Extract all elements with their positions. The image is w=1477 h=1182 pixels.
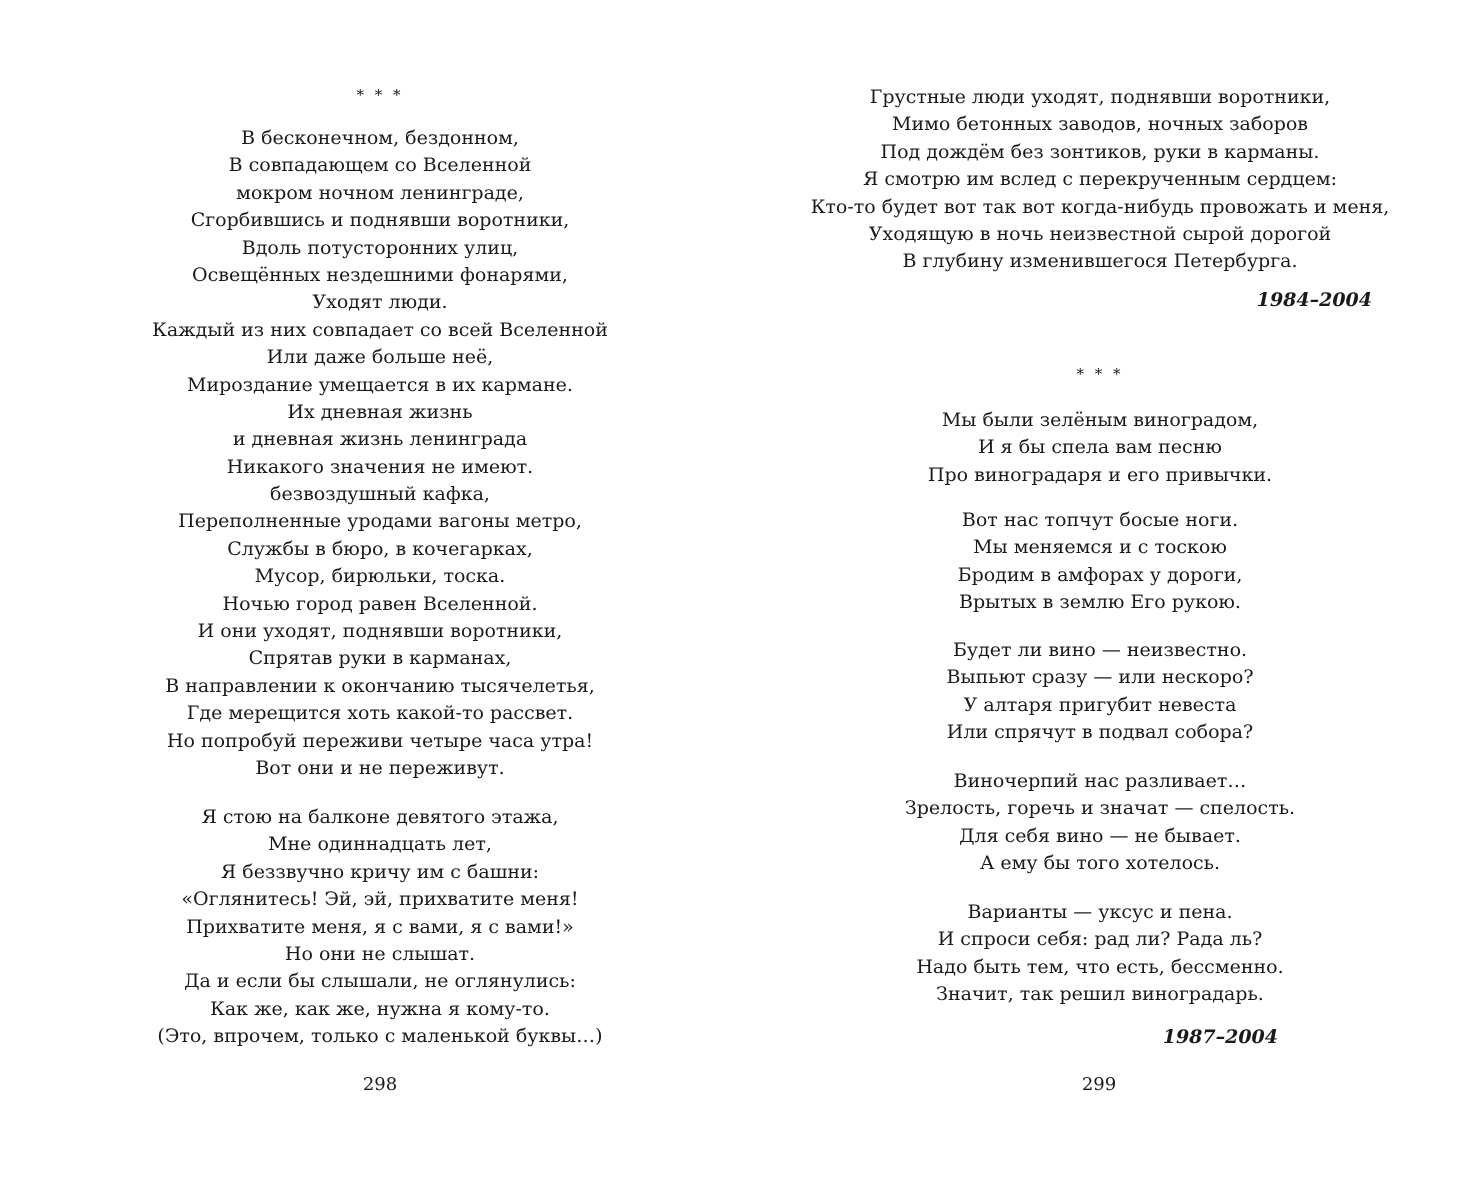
page-number: 299 [1081,1074,1117,1095]
poem-line: Но они не слышат. [284,942,476,965]
poem-line: Я смотрю им вслед с перекрученным сердцем: [862,168,1338,191]
poem-line: Зрелость, горечь и значат — спелость. [904,797,1296,820]
poem-stanza [80,804,680,1051]
poem-line: Освещённых нездешними фонарями, [192,263,568,286]
poem-line: Их дневная жизнь [287,400,473,423]
poem-line: Вот нас топчут босые ноги. [961,509,1239,531]
poem-line: Мироздание умещается в их кармане. [187,373,573,396]
poem-line: Будет ли вино — неизвестно. [952,639,1248,661]
poem-line: Но попробуй переживи четыре часа утра! [166,729,594,752]
poem-line: Под дождём без зонтиков, руки в карманы. [880,140,1320,163]
poem-line: И они уходят, поднявши воротники, [197,620,563,643]
poem-line: Кто-то будет вот так вот когда-нибудь провожать и меня, [810,195,1390,218]
poem-line: Или даже больше неё, [266,346,494,369]
poem-line: Уходят люди. [312,291,448,314]
poem-line: Значит, так решил виноградарь. [936,983,1264,1006]
poem-line: Ночью город равен Вселенной. [222,592,538,615]
poem-line: Прихватите меня, я с вами, я с вами!» [186,915,574,938]
poem-line: Переполненные уродами вагоны метро, [178,510,582,533]
section-separator: * * * [1076,365,1124,383]
poem-line: И спроси себя: рад ли? Рада ль? [937,928,1263,951]
poem-line: Спрятав руки в карманах, [248,647,512,670]
poem-date: 1987–2004 [1162,1026,1278,1048]
poem-line: Мы были зелёным виноградом, [941,409,1259,431]
poem-stanza [800,899,1400,1009]
poem-line: Выпьют сразу — или нескоро? [946,666,1254,689]
poem-line: Вдоль потусторонних улиц, [241,236,519,259]
poem-line: Я беззвучно кричу им с башни: [220,860,540,883]
poem-line: Мне одиннадцать лет, [268,833,492,856]
poem-line: Виночерпий нас разливает… [953,770,1247,792]
poem-line: Уходящую в ночь неизвестной сырой дорогой [868,222,1332,245]
poem-line: У алтаря пригубит невеста [963,693,1237,716]
poem-line: Вот они и не переживут. [255,756,505,779]
poem-stanza [800,407,1400,489]
poem-line: и дневная жизнь ленинграда [232,428,528,451]
poem-line: Врытых в землю Его рукою. [959,591,1241,614]
poem-line: В совпадающем со Вселенной [228,154,532,177]
poem-line: Где мерещится хоть какой-то рассвет. [186,702,574,725]
poem-line: В бесконечном, бездонном, [241,127,519,149]
poem-stanza [800,84,1400,276]
poem-line: безвоздушный кафка, [270,483,490,506]
page-number: 298 [362,1074,398,1095]
poem-stanza [80,125,680,782]
poem-line: Сгорбившись и поднявши воротники, [190,209,570,232]
poem-stanza [800,637,1400,747]
poem-stanza [800,768,1400,878]
poem-line: В глубину изменившегося Петербурга. [902,250,1298,273]
poem-line: Бродим в амфорах у дороги, [957,563,1243,586]
poem-line: Я стою на балконе девятого этажа, [201,806,559,828]
poem-line: мокром ночном ленинграде, [236,181,524,204]
poem-line: Мусор, бирюльки, тоска. [254,565,506,588]
poem-line: Надо быть тем, что есть, бессменно. [916,955,1284,978]
poem-date: 1984–2004 [1256,289,1372,311]
poem-line: Мимо бетонных заводов, ночных заборов [891,113,1309,136]
poem-line: «Оглянитесь! Эй, эй, прихватите меня! [181,888,579,911]
poem-line: Грустные люди уходят, поднявши воротники, [869,86,1331,108]
poem-line: Каждый из них совпадает со всей Вселенной [152,318,608,341]
right-page [760,0,1477,1182]
poem-line: Как же, как же, нужна я кому-то. [210,997,550,1020]
poem-line: Или спрячут в подвал собора? [946,721,1254,744]
poem-line: А ему бы того хотелось. [979,852,1221,875]
poem-line: Варианты — уксус и пена. [967,901,1233,923]
poem-line: (Это, впрочем, только с маленькой буквы…) [157,1025,603,1048]
poem-stanza [800,507,1400,617]
poem-line: Мы меняемся и с тоскою [973,536,1227,559]
poem-line: Про виноградаря и его привычки. [927,463,1273,486]
poem-line: Никакого значения не имеют. [226,455,534,478]
poem-line: В направлении к окончанию тысячелетья, [165,674,595,697]
poem-line: Службы в бюро, в кочегарках, [227,537,533,560]
poem-line: Да и если бы слышали, не оглянулись: [184,970,576,993]
section-separator: * * * [356,86,404,104]
poem-line: И я бы спела вам песню [978,436,1222,459]
poem-line: Для себя вино — не бывает. [959,824,1241,847]
